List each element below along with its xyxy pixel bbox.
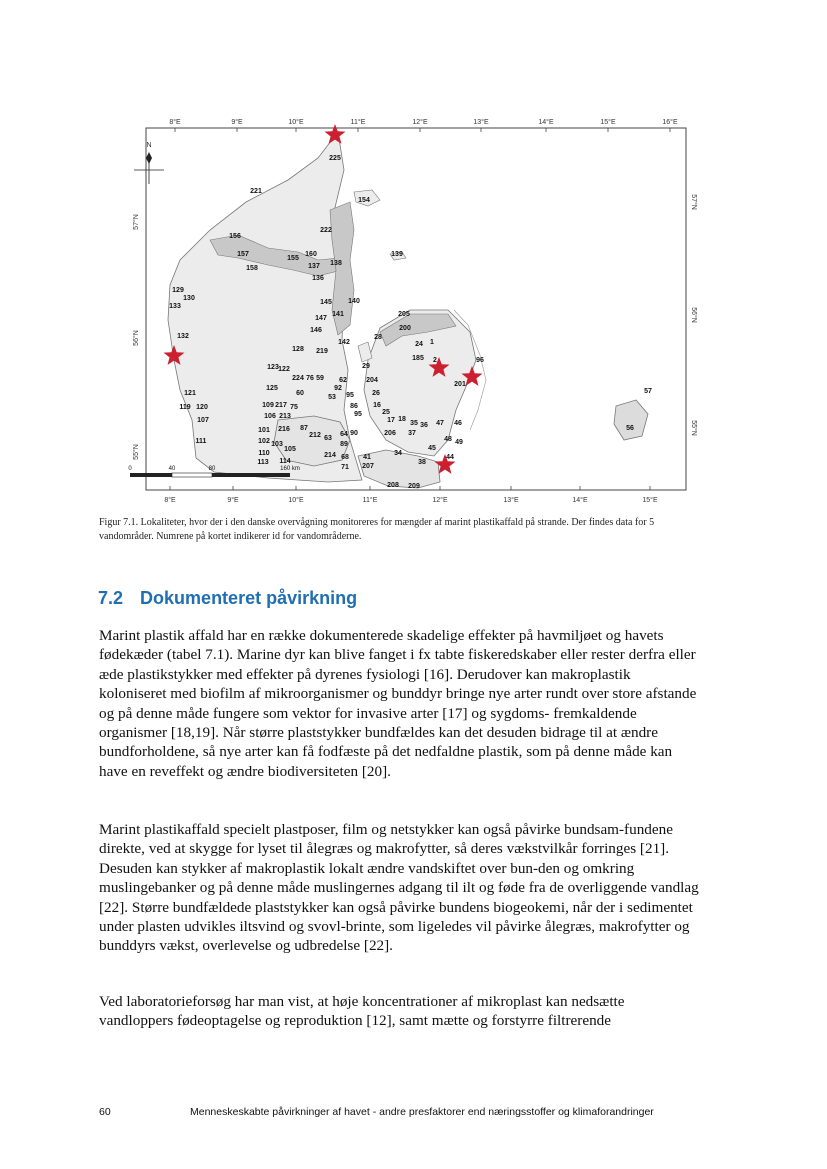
area-id-label: 38 [418, 459, 426, 466]
area-id-label: 75 [290, 404, 298, 411]
area-id-label: 221 [250, 188, 262, 195]
lon-tick-bottom-label: 9°E [227, 497, 239, 504]
area-id-label: 95 [354, 411, 362, 418]
area-id-label: 132 [177, 333, 189, 340]
area-id-label: 120 [196, 404, 208, 411]
area-id-label: 216 [278, 426, 290, 433]
page-number: 60 [99, 1106, 111, 1118]
area-id-label: 147 [315, 315, 327, 322]
area-id-label: 47 [436, 420, 444, 427]
area-id-label: 41 [363, 454, 371, 461]
area-id-label: 205 [398, 311, 410, 318]
area-id-label: 48 [444, 436, 452, 443]
lon-tick-bottom-label: 11°E [362, 497, 378, 504]
area-id-label: 217 [275, 402, 287, 409]
lon-tick-top-label: 12°E [412, 119, 428, 126]
area-id-label: 154 [358, 197, 370, 204]
area-id-label: 105 [284, 446, 296, 453]
area-id-label: 122 [278, 366, 290, 373]
area-id-label: 86 [350, 403, 358, 410]
lon-tick-bottom-label: 10°E [288, 497, 304, 504]
body-paragraph-2: Marint plastikaffald specielt plastposer, film og netstykker kan også påvirke bundsam-fundene direkte, ved at skygge for lyset til ålegræs og makrofytter, så deres vækstvilkår forringes [21]. Desuden kan stykker af makroplastik lokalt ændre vandskiftet over bun-den og omkring muslingebanker og på denne måde muslingernes adgang til ilt og føde fra de overliggende vandlag [22]. Større bundfældede plaststykker kan også påvirke bundens biogeokemi, når der i sedimentet under plasten udvikles iltsvind og svovl-brinte, som ligeledes vil påvirke ålegræs, makrofytter og bunddyrs vækst, overlevelse og udbredelse [22]. [99, 821, 699, 955]
lat-tick-right-label: 57°N [690, 194, 697, 210]
lat-tick-right-label: 56°N [690, 307, 697, 323]
area-id-label: 95 [346, 392, 354, 399]
area-id-label: 71 [341, 464, 349, 471]
lon-tick-top-label: 8°E [169, 119, 181, 126]
area-id-label: 64 [340, 431, 348, 438]
area-id-label: 157 [237, 251, 249, 258]
area-id-label: 26 [372, 390, 380, 397]
area-id-label: 214 [324, 452, 336, 459]
area-id-label: 129 [172, 287, 184, 294]
area-id-label: 17 [387, 417, 395, 424]
lat-tick-left-label: 56°N [133, 330, 140, 346]
lon-tick-top-label: 15°E [600, 119, 616, 126]
area-id-label: 60 [296, 390, 304, 397]
area-id-label: 146 [310, 327, 322, 334]
body-paragraph-3: Ved laboratorieforsøg har man vist, at høje koncentrationer af mikroplast kan nedsætte vandloppers fødeoptagelse og reproduktion [12], samt mætte og forstyrre filtrerende [99, 993, 625, 1030]
area-id-label: 101 [258, 427, 270, 434]
scale-bar-segment [172, 473, 212, 477]
area-id-label: 130 [183, 295, 195, 302]
area-id-label: 207 [362, 463, 374, 470]
footer-title: Menneskeskabte påvirkninger af havet - andre presfaktorer end næringsstoffer og klimaforandringer [190, 1106, 654, 1118]
area-id-label: 29 [362, 363, 370, 370]
area-id-label: 213 [279, 413, 291, 420]
area-id-label: 225 [329, 155, 341, 162]
area-id-label: 28 [374, 334, 382, 341]
area-id-label: 46 [454, 420, 462, 427]
lon-tick-bottom-label: 12°E [432, 497, 448, 504]
lon-tick-top-label: 14°E [538, 119, 554, 126]
north-arrow-label: N [146, 142, 152, 149]
body-paragraph-1: Marint plastik affald har en række dokumenterede skadelige effekter på havmiljøet og havets fødekæder (tabel 7.1). Marine dyr kan blive fanget i fx tabte fiskeredskaber eller rester derfra eller æde plastikstykker med effekter på dyrenes fysiologi [16]. Derudover kan makroplastik koloniseret med biofilm af mikroorganismer og bunddyr bringe nye arter rundt over store afstande og på denne måde fungere som vektor for invasive arter [17] og sygdoms- fremkaldende organismer [18,19]. Når større plaststykker bundfældes kan det desuden bidrage til at ændre bundforholdene, så nye arter kan få fodfæste på det nedfaldne plastik, som på denne måde kan have en reveffekt og ændre biodiversiteten [20]. [99, 627, 697, 780]
scale-bar-segment [212, 473, 290, 477]
area-id-label: 139 [391, 251, 403, 258]
area-id-label: 56 [626, 425, 634, 432]
area-id-label: 18 [398, 416, 406, 423]
area-id-label: 102 [258, 438, 270, 445]
scale-bar-label: 80 [208, 466, 216, 472]
area-id-label: 1 [430, 339, 434, 346]
section-heading [98, 588, 357, 609]
area-id-label: 219 [316, 348, 328, 355]
lat-tick-left-label: 55°N [133, 444, 140, 460]
area-id-label: 68 [341, 454, 349, 461]
area-id-label: 137 [308, 263, 320, 270]
lat-tick-left-label: 57°N [133, 214, 140, 230]
area-id-label: 111 [195, 438, 207, 445]
area-id-label: 35 [410, 420, 418, 427]
section-title: Dokumenteret påvirkning [140, 588, 358, 608]
area-id-label: 110 [258, 450, 270, 457]
lon-tick-top-label: 13°E [473, 119, 489, 126]
area-id-label: 53 [328, 394, 336, 401]
lon-tick-bottom-label: 14°E [572, 497, 588, 504]
area-id-label: 155 [287, 255, 299, 262]
area-id-label: 125 [266, 385, 278, 392]
area-id-label: 34 [394, 450, 402, 457]
area-id-label: 158 [246, 265, 258, 272]
lon-tick-bottom-label: 15°E [642, 497, 658, 504]
area-id-label: 121 [184, 390, 196, 397]
area-id-label: 107 [197, 417, 209, 424]
area-id-label: 156 [229, 233, 241, 240]
area-id-label: 25 [382, 409, 390, 416]
area-id-label: 90 [350, 430, 358, 437]
area-id-label: 59 [316, 375, 324, 382]
area-id-label: 63 [324, 435, 332, 442]
denmark-map-figure [118, 110, 697, 510]
area-id-label: 87 [300, 425, 308, 432]
area-id-label: 62 [339, 377, 347, 384]
area-id-label: 200 [399, 325, 411, 332]
area-id-label: 113 [257, 459, 269, 466]
area-id-label: 141 [332, 311, 344, 318]
area-id-label: 201 [454, 381, 466, 388]
area-id-label: 208 [387, 482, 399, 489]
lon-tick-top-label: 11°E [350, 119, 366, 126]
lon-tick-bottom-label: 13°E [503, 497, 519, 504]
section-number: 7.2 [98, 588, 124, 608]
area-id-label: 185 [412, 355, 424, 362]
area-id-label: 222 [320, 227, 332, 234]
lon-tick-top-label: 9°E [231, 119, 243, 126]
area-id-label: 136 [312, 275, 324, 282]
area-id-label: 76 [306, 375, 314, 382]
area-id-label: 140 [348, 298, 360, 305]
area-id-label: 24 [415, 341, 423, 348]
scale-bar-segment [130, 473, 172, 477]
area-id-label: 128 [292, 346, 304, 353]
area-id-label: 92 [334, 385, 342, 392]
area-id-label: 16 [373, 402, 381, 409]
area-id-label: 89 [340, 441, 348, 448]
area-id-label: 106 [264, 413, 276, 420]
scale-bar-label: 0 [128, 466, 132, 472]
area-id-label: 204 [366, 377, 378, 384]
map-svg [118, 110, 697, 510]
area-id-label: 142 [338, 339, 350, 346]
area-id-label: 145 [320, 299, 332, 306]
area-id-label: 44 [446, 454, 454, 461]
area-id-label: 206 [384, 430, 396, 437]
area-id-label: 103 [271, 441, 283, 448]
area-id-label: 37 [408, 430, 416, 437]
lat-tick-right-label: 55°N [690, 420, 697, 436]
area-id-label: 224 [292, 375, 304, 382]
area-id-label: 49 [455, 439, 463, 446]
area-id-label: 160 [305, 251, 317, 258]
scale-bar-label: 40 [168, 466, 176, 472]
lon-tick-top-label: 16°E [662, 119, 678, 126]
area-id-label: 114 [279, 458, 291, 465]
area-id-label: 212 [309, 432, 321, 439]
area-id-label: 119 [179, 404, 191, 411]
area-id-label: 2 [433, 357, 437, 364]
area-id-label: 133 [169, 303, 181, 310]
area-id-label: 96 [476, 357, 484, 364]
area-id-label: 209 [408, 483, 420, 490]
scale-bar-label: 160 km [280, 466, 300, 472]
lon-tick-bottom-label: 8°E [164, 497, 176, 504]
area-id-label: 123 [267, 364, 279, 371]
area-id-label: 109 [262, 402, 274, 409]
area-id-label: 45 [428, 445, 436, 452]
area-id-label: 138 [330, 260, 342, 267]
lon-tick-top-label: 10°E [288, 119, 304, 126]
figure-caption: Figur 7.1. Lokaliteter, hvor der i den danske overvågning monitoreres for mængder af marint plastikaffald på strande. Der findes data for 5 vandområder. Numrene på kortet indikerer id for vandområderne. [99, 517, 655, 542]
area-id-label: 36 [420, 422, 428, 429]
area-id-label: 57 [644, 388, 652, 395]
